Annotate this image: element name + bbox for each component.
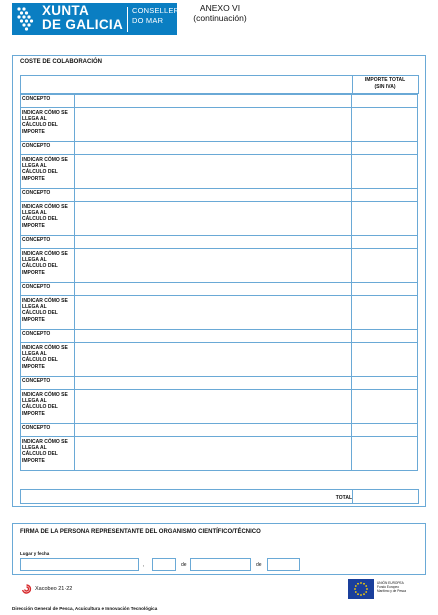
calculo-label-line: LLEGA AL <box>22 304 47 311</box>
calculo-label <box>22 157 68 182</box>
calculo-label-line: INDICAR CÓMO SE <box>22 251 68 257</box>
concepto-label: CONCEPTO <box>22 96 51 102</box>
concepto-amount-cell <box>351 188 418 202</box>
calculo-input[interactable] <box>74 107 352 142</box>
importe-input[interactable] <box>351 342 418 377</box>
calculo-label-line: IMPORTE <box>22 363 45 370</box>
concepto-amount-cell <box>351 94 418 108</box>
concepto-amount-cell <box>351 329 418 343</box>
calculo-label-line: INDICAR CÓMO SE <box>22 345 68 351</box>
concepto-label: CONCEPTO <box>22 143 51 149</box>
total-amount-field[interactable] <box>352 489 419 504</box>
calculo-label-line: CÁLCULO DEL <box>22 122 58 129</box>
calculo-label-line: IMPORTE <box>22 128 45 135</box>
calculo-label <box>22 204 68 229</box>
importe-input[interactable] <box>351 201 418 236</box>
xacobeo-text: Xacobeo 21·22 <box>35 586 73 592</box>
table-header-spacer <box>20 75 353 94</box>
calculo-label <box>22 298 68 323</box>
concepto-input[interactable] <box>74 329 352 343</box>
calculo-input[interactable] <box>74 436 352 471</box>
calculo-label-line: INDICAR CÓMO SE <box>22 157 68 163</box>
place-date-label: Lugar y fecha <box>20 551 50 556</box>
importe-input[interactable] <box>351 248 418 283</box>
annex-title: ANEXO VI (continuación) <box>193 3 247 23</box>
concepto-amount-cell <box>351 423 418 437</box>
calculo-label <box>22 439 68 464</box>
importe-input[interactable] <box>351 107 418 142</box>
cost-section-title: COSTE DE COLABORACIÓN <box>20 59 103 65</box>
concepto-amount-cell <box>351 376 418 390</box>
concepto-input[interactable] <box>74 235 352 249</box>
calculo-label <box>22 345 68 370</box>
calculo-label-line: CÁLCULO DEL <box>22 357 58 364</box>
total-label: TOTAL <box>335 495 352 501</box>
de-separator-1: de <box>181 562 187 568</box>
concepto-label: CONCEPTO <box>22 284 51 290</box>
page-header <box>0 0 438 40</box>
comma-separator: , <box>143 562 145 568</box>
calculo-label-line: LLEGA AL <box>22 445 47 452</box>
logo-wordmark: XUNTA DE GALICIA <box>42 3 124 32</box>
xacobeo-logo <box>21 584 91 594</box>
concepto-input[interactable] <box>74 94 352 108</box>
calculo-label-line: INDICAR CÓMO SE <box>22 204 68 210</box>
de-separator-2: de <box>256 562 262 568</box>
concepto-input[interactable] <box>74 188 352 202</box>
conselleria-name: CONSELLERÍA DO MAR <box>132 6 187 25</box>
calculo-label-line: IMPORTE <box>22 269 45 276</box>
eu-flag-icon <box>348 579 374 599</box>
xacobeo-spiral-icon <box>21 584 32 594</box>
calculo-label-line: IMPORTE <box>22 222 45 229</box>
concepto-label: CONCEPTO <box>22 425 51 431</box>
calculo-label-line: IMPORTE <box>22 175 45 182</box>
calculo-label-line: LLEGA AL <box>22 351 47 358</box>
footer-direccion: Dirección General de Pesca, Acuicultura e Innovación Tecnológica <box>12 606 158 611</box>
calculo-label-line: LLEGA AL <box>22 210 47 217</box>
calculo-input[interactable] <box>74 248 352 283</box>
calculo-label-line: LLEGA AL <box>22 163 47 170</box>
calculo-label-line: LLEGA AL <box>22 257 47 264</box>
importe-input[interactable] <box>351 295 418 330</box>
concepto-amount-cell <box>351 141 418 155</box>
importe-header: IMPORTE TOTAL (SIN IVA) <box>364 77 406 90</box>
calculo-label-line: INDICAR CÓMO SE <box>22 298 68 304</box>
calculo-label-line: INDICAR CÓMO SE <box>22 439 68 445</box>
signature-section-title: FIRMA DE LA PERSONA REPRESENTANTE DEL ORGANISMO CIENTÍFICO/TÉCNICO <box>20 529 261 535</box>
concepto-label: CONCEPTO <box>22 378 51 384</box>
importe-input[interactable] <box>351 389 418 424</box>
calculo-label-line: CÁLCULO DEL <box>22 310 58 317</box>
calculo-label-line: CÁLCULO DEL <box>22 451 58 458</box>
year-input[interactable] <box>267 558 300 571</box>
importe-input[interactable] <box>351 154 418 189</box>
xunta-logo <box>12 3 187 35</box>
concepto-input[interactable] <box>74 423 352 437</box>
concepto-amount-cell <box>351 282 418 296</box>
logo-divider <box>127 7 128 32</box>
concepto-label: CONCEPTO <box>22 331 51 337</box>
calculo-label-line: IMPORTE <box>22 410 45 417</box>
calculo-input[interactable] <box>74 342 352 377</box>
calculo-input[interactable] <box>74 389 352 424</box>
calculo-input[interactable] <box>74 201 352 236</box>
calculo-label-line: IMPORTE <box>22 316 45 323</box>
concepto-input[interactable] <box>74 282 352 296</box>
calculo-label <box>22 392 68 417</box>
calculo-label-line: CÁLCULO DEL <box>22 404 58 411</box>
concepto-input[interactable] <box>74 376 352 390</box>
importe-input[interactable] <box>351 436 418 471</box>
concepto-label: CONCEPTO <box>22 190 51 196</box>
total-row <box>20 489 353 504</box>
calculo-label-line: INDICAR CÓMO SE <box>22 392 68 398</box>
calculo-label-line: CÁLCULO DEL <box>22 263 58 270</box>
calculo-label-line: LLEGA AL <box>22 398 47 405</box>
concepto-input[interactable] <box>74 141 352 155</box>
month-input[interactable] <box>190 558 251 571</box>
eu-text: UNIÓN EUROPEA Fondo Europeo Marítimo y de Pesca <box>377 581 407 594</box>
calculo-input[interactable] <box>74 154 352 189</box>
calculo-label <box>22 110 68 135</box>
galicia-crest-icon <box>16 6 38 33</box>
calculo-label-line: LLEGA AL <box>22 116 47 123</box>
place-input[interactable] <box>20 558 139 571</box>
concepto-label: CONCEPTO <box>22 237 51 243</box>
eu-feamp-logo <box>348 579 418 600</box>
calculo-label-line: CÁLCULO DEL <box>22 169 58 176</box>
calculo-label-line: IMPORTE <box>22 457 45 464</box>
calculo-label-line: INDICAR CÓMO SE <box>22 110 68 116</box>
calculo-input[interactable] <box>74 295 352 330</box>
day-input[interactable] <box>152 558 176 571</box>
calculo-label-line: CÁLCULO DEL <box>22 216 58 223</box>
concepto-amount-cell <box>351 235 418 249</box>
calculo-label <box>22 251 68 276</box>
